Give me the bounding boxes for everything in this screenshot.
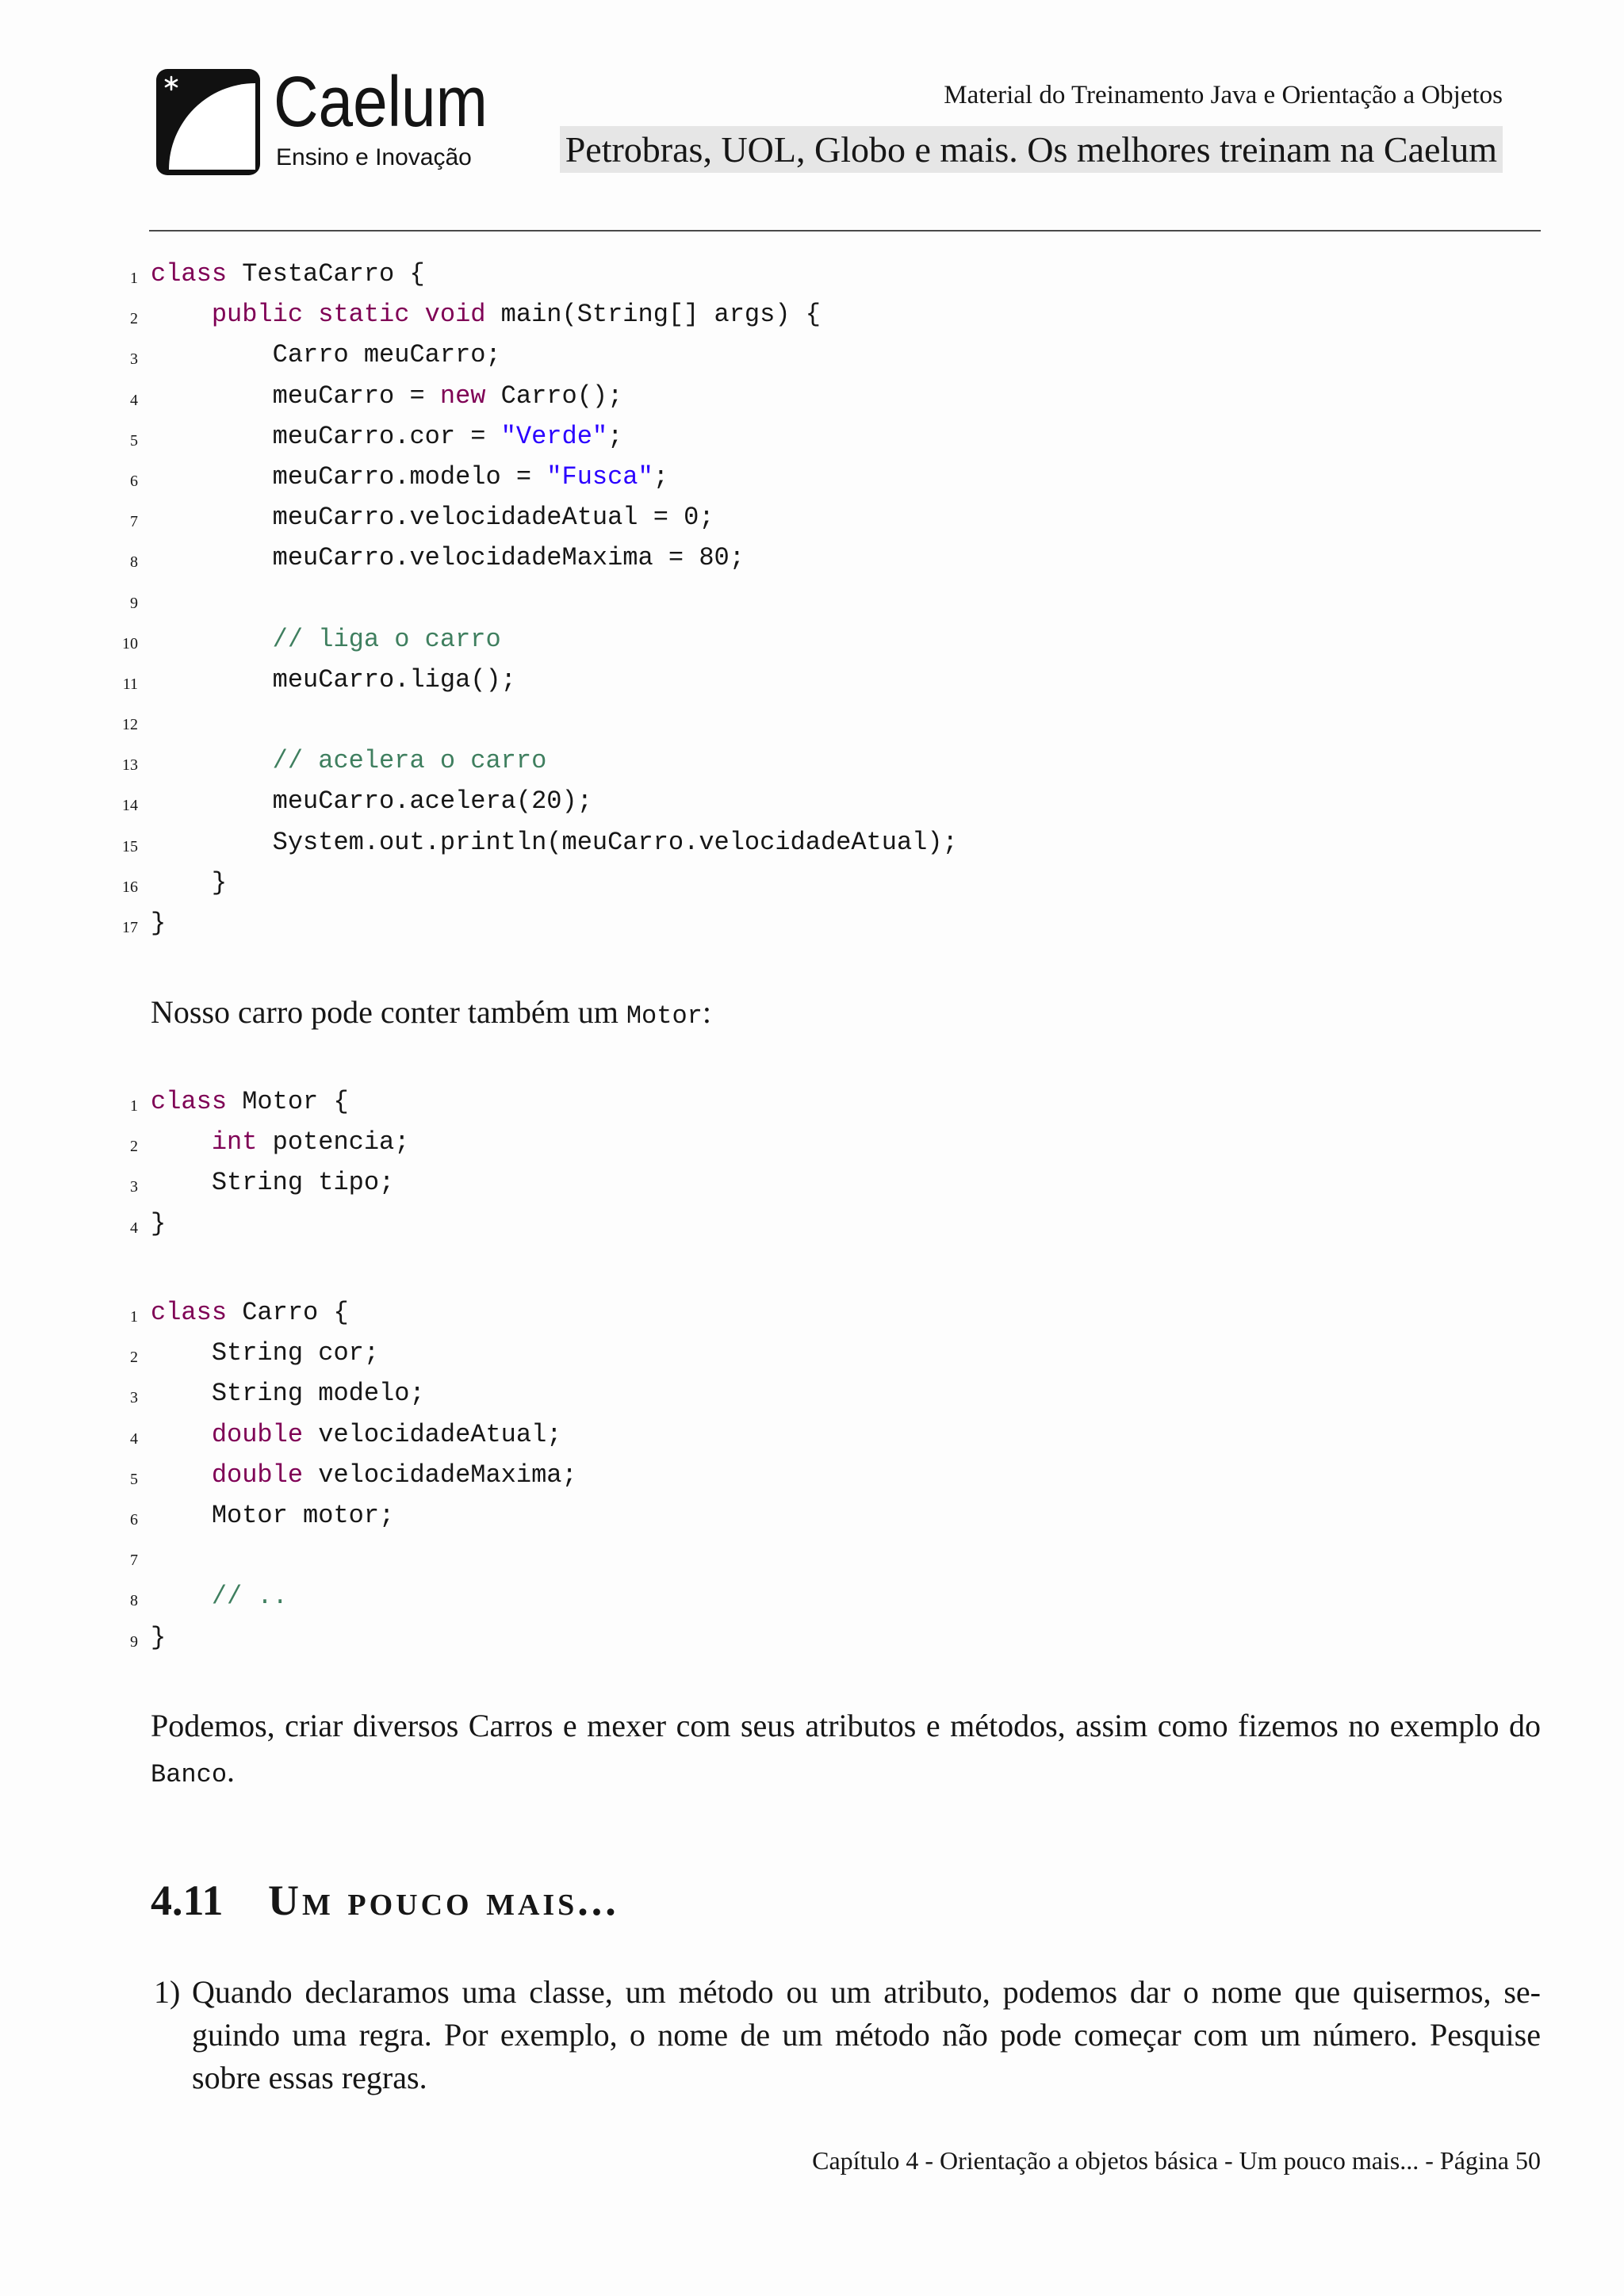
code-keyword-token: double xyxy=(211,1460,304,1490)
line-number: 6 xyxy=(130,472,138,490)
code-line xyxy=(0,619,1507,660)
code-text xyxy=(151,457,668,497)
code-string-token: "Verde" xyxy=(500,421,608,451)
code-text xyxy=(151,781,592,821)
code-keyword-token: void xyxy=(424,300,486,330)
line-number: 1 xyxy=(130,1097,138,1115)
line-number: 5 xyxy=(130,1470,138,1488)
code-comment-token: // .. xyxy=(211,1582,288,1612)
code-comment-token: // liga o carro xyxy=(272,624,501,654)
paragraph-text: Nosso carro pode conter também um xyxy=(151,994,626,1030)
code-line xyxy=(0,497,1507,538)
line-number: 15 xyxy=(122,837,138,855)
code-listing-testacarro xyxy=(0,254,1507,943)
line-number: 5 xyxy=(130,431,138,450)
code-line xyxy=(0,1414,1507,1455)
code-keyword-token: class xyxy=(151,1087,228,1116)
code-line xyxy=(0,1333,1507,1373)
code-text xyxy=(151,1162,394,1203)
line-number: 7 xyxy=(130,513,138,531)
code-text xyxy=(151,294,821,335)
code-text xyxy=(151,1617,166,1658)
list-item-line: sobre essas regras. xyxy=(192,2060,427,2095)
list-item-line: guindo uma regra. Por exemplo, o nome de um método não pode começar com um número. Pesquise xyxy=(192,2017,1541,2053)
exercise-list xyxy=(151,1971,1541,2099)
code-line xyxy=(0,1162,1507,1203)
code-keyword-token: class xyxy=(151,259,228,289)
section-heading xyxy=(0,1873,1624,1928)
code-plain-token: meuCarro.acelera(20); xyxy=(151,786,592,817)
line-number: 11 xyxy=(122,675,138,693)
line-number: 3 xyxy=(130,1178,138,1196)
code-text xyxy=(151,822,958,863)
code-plain-token: Motor motor; xyxy=(151,1500,395,1530)
paragraph-text: : xyxy=(702,994,711,1030)
code-line xyxy=(0,335,1507,375)
header-divider xyxy=(149,230,1541,232)
line-number: 16 xyxy=(122,878,138,896)
code-plain-token: meuCarro.velocidadeAtual = 0; xyxy=(151,503,714,533)
line-number: 1 xyxy=(130,1308,138,1326)
section-title: Um pouco mais... xyxy=(268,1877,619,1924)
code-text xyxy=(151,1414,561,1455)
code-plain-token: Carro { xyxy=(227,1298,349,1327)
line-number: 10 xyxy=(122,634,138,652)
caelum-logo-icon xyxy=(156,69,260,175)
line-number: 2 xyxy=(130,310,138,328)
paragraph xyxy=(151,1703,1541,1797)
code-text xyxy=(151,740,546,781)
code-plain-token: Motor { xyxy=(227,1087,349,1116)
code-plain-token: } xyxy=(151,1622,167,1652)
line-number: 4 xyxy=(130,1219,138,1237)
line-number: 6 xyxy=(130,1510,138,1529)
code-plain-token: Carro(); xyxy=(485,381,623,411)
code-plain-token: velocidadeAtual; xyxy=(303,1419,562,1449)
code-string-token: "Fusca" xyxy=(546,461,653,492)
list-marker: 1) xyxy=(154,1974,181,2010)
code-plain-token xyxy=(151,625,273,654)
paragraph-line xyxy=(151,1748,1541,1797)
code-plain-token: String tipo; xyxy=(151,1168,395,1198)
code-line xyxy=(0,1203,1507,1244)
code-plain-token: meuCarro.cor = xyxy=(151,421,501,451)
code-plain-token xyxy=(151,1460,212,1490)
line-number: 3 xyxy=(130,1389,138,1407)
code-line xyxy=(0,1122,1507,1162)
code-plain-token: ; xyxy=(607,421,623,451)
line-number: 8 xyxy=(130,1592,138,1610)
code-keyword-token: static xyxy=(318,300,410,330)
paragraph xyxy=(151,991,1541,1038)
code-keyword-token: class xyxy=(151,1298,228,1327)
line-number: 13 xyxy=(122,756,138,775)
line-number: 4 xyxy=(130,391,138,409)
code-plain-token: System.out.println(meuCarro.velocidadeAtual); xyxy=(151,827,958,857)
code-line xyxy=(0,1576,1507,1617)
code-line xyxy=(0,1495,1507,1536)
code-plain-token: String modelo; xyxy=(151,1379,425,1409)
line-number: 1 xyxy=(130,270,138,287)
code-plain-token: meuCarro.modelo = xyxy=(151,461,547,492)
code-plain-token: meuCarro.liga(); xyxy=(151,664,516,695)
code-plain-token: } xyxy=(151,909,167,938)
code-plain-token xyxy=(151,1582,212,1611)
code-plain-token: } xyxy=(151,1208,167,1238)
line-number: 14 xyxy=(122,797,138,815)
section-number: 4.11 xyxy=(151,1877,224,1924)
code-text xyxy=(151,863,227,903)
code-text xyxy=(151,1333,379,1373)
code-line xyxy=(0,579,1507,619)
line-number: 2 xyxy=(130,1349,138,1367)
code-plain-token: } xyxy=(151,867,228,897)
line-number: 9 xyxy=(130,1632,138,1651)
code-text xyxy=(151,660,516,700)
brand-name: Caelum xyxy=(274,63,488,142)
line-number: 12 xyxy=(122,716,138,734)
code-text xyxy=(151,1576,288,1617)
line-number: 17 xyxy=(122,919,138,936)
code-line xyxy=(0,903,1507,943)
line-number: 3 xyxy=(130,350,138,369)
code-text xyxy=(151,1373,425,1414)
code-plain-token: meuCarro = xyxy=(151,381,440,411)
document-title: Material do Treinamento Java e Orientação a Objetos xyxy=(944,81,1503,109)
code-listing-motor xyxy=(0,1081,1507,1244)
page-footer: Capítulo 4 - Orientação a objetos básica - Um pouco mais... - Página 50 xyxy=(812,2146,1541,2175)
code-line xyxy=(0,294,1507,335)
code-plain-token: TestaCarro { xyxy=(227,259,425,289)
inline-code: Banco xyxy=(151,1760,228,1789)
code-line xyxy=(0,376,1507,416)
code-plain-token: String cor; xyxy=(151,1338,380,1368)
code-line xyxy=(0,1292,1507,1333)
code-line xyxy=(0,863,1507,903)
code-text xyxy=(151,1455,577,1495)
code-line xyxy=(0,457,1507,497)
line-number: 4 xyxy=(130,1429,138,1448)
code-line xyxy=(0,700,1507,740)
code-plain-token: meuCarro.velocidadeMaxima = 80; xyxy=(151,543,745,573)
code-line xyxy=(0,1536,1507,1576)
code-keyword-token: double xyxy=(211,1419,304,1449)
code-line xyxy=(0,1455,1507,1495)
code-text xyxy=(151,1122,409,1162)
list-item-text xyxy=(192,1971,1541,2099)
code-text xyxy=(151,1292,349,1333)
code-text xyxy=(151,1081,349,1122)
code-line xyxy=(0,1373,1507,1414)
inline-code: Motor xyxy=(626,1001,703,1031)
code-text xyxy=(151,619,501,660)
code-text xyxy=(151,376,622,416)
code-text xyxy=(151,254,425,294)
code-plain-token xyxy=(151,746,273,775)
code-text xyxy=(151,416,622,457)
code-plain-token: ; xyxy=(653,461,668,492)
code-keyword-token: new xyxy=(439,381,486,411)
list-item xyxy=(151,1971,1541,2099)
code-plain-token: velocidadeMaxima; xyxy=(303,1460,577,1490)
code-plain-token xyxy=(409,300,424,329)
code-line xyxy=(0,538,1507,578)
header-slogan: Petrobras, UOL, Globo e mais. Os melhores treinam na Caelum xyxy=(560,126,1503,173)
code-plain-token: main(String[] args) { xyxy=(485,300,821,330)
code-line xyxy=(0,1617,1507,1658)
code-keyword-token: int xyxy=(211,1127,258,1158)
list-item-line: Quando declaramos uma classe, um método ou um atributo, podemos dar o nome que quisermos, se- xyxy=(192,1974,1541,2010)
line-number: 7 xyxy=(130,1552,138,1570)
code-plain-token: potencia; xyxy=(257,1127,410,1158)
code-text xyxy=(151,497,714,538)
code-plain-token xyxy=(303,300,318,329)
code-line xyxy=(0,416,1507,457)
code-keyword-token: public xyxy=(211,300,304,330)
paragraph-line: Podemos, criar diversos Carros e mexer com seus atributos e métodos, assim como fizemos no exemplo do xyxy=(151,1708,1541,1743)
line-number: 8 xyxy=(130,553,138,572)
code-comment-token: // acelera o carro xyxy=(272,746,547,776)
code-plain-token xyxy=(151,300,212,329)
line-number: 2 xyxy=(130,1138,138,1156)
code-plain-token xyxy=(151,1420,212,1449)
brand-tagline: Ensino e Inovação xyxy=(276,144,472,170)
code-text xyxy=(151,538,745,578)
code-line xyxy=(0,740,1507,781)
code-line xyxy=(0,822,1507,863)
code-text xyxy=(151,1203,166,1244)
code-listing-carro xyxy=(0,1292,1507,1658)
code-text xyxy=(151,903,166,943)
paragraph-text: . xyxy=(227,1753,236,1789)
code-plain-token xyxy=(151,1127,212,1157)
code-text xyxy=(151,1495,394,1536)
code-line xyxy=(0,254,1507,294)
code-plain-token: Carro meuCarro; xyxy=(151,340,501,370)
code-line xyxy=(0,660,1507,700)
line-number: 9 xyxy=(130,594,138,612)
code-text xyxy=(151,335,501,375)
code-line xyxy=(0,781,1507,821)
code-line xyxy=(0,1081,1507,1122)
